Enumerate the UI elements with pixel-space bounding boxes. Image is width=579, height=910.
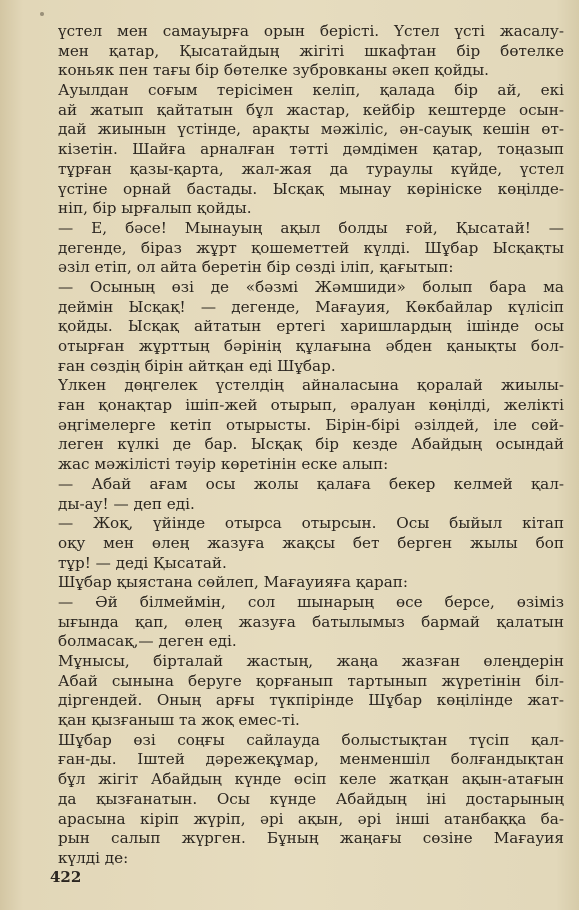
text-line: — Абай ағам осы жолы қалаға бекер келмей қал- bbox=[58, 474, 564, 493]
text-line: ған қонақтар ішіп-жей отырып, әралуан көңілді, желікті bbox=[58, 396, 564, 415]
text-line: рын салып жүрген. Бұның жаңағы сөзіне Мағауия bbox=[58, 829, 564, 848]
text-line: — Осының өзі де «бәзмі Жәмшиди» болып бара ма bbox=[58, 277, 564, 296]
text-line: тұрған қазы-қарта, жал-жая да тураулы күйде, үстел bbox=[58, 159, 564, 178]
text-line: дай жиынын үстінде, арақты мәжіліс, ән-сауық кешін өт- bbox=[58, 120, 564, 139]
text-line: деймін Ысқақ! — дегенде, Мағауия, Көкбайлар күлісіп bbox=[58, 297, 564, 316]
text-line: оқу мен өлең жазуға жақсы бет берген жылы боп bbox=[58, 533, 564, 552]
text-line: үстіне орнай бастады. Ысқақ мынау көрініске көңілде- bbox=[58, 179, 564, 198]
text-line: ай жатып қайтатын бұл жастар, кейбір кештерде осын- bbox=[58, 100, 564, 119]
text-line: — Жоқ, үйінде отырса отырсын. Осы быйыл кітап bbox=[58, 514, 564, 533]
ink-speck bbox=[40, 12, 44, 16]
text-line: қойды. Ысқақ айтатын ертегі харишлардың ішінде осы bbox=[58, 317, 564, 336]
text-line: Шұбар өзі соңғы сайлауда болыстықтан түсіп қал- bbox=[58, 730, 564, 749]
text-line: леген күлкі де бар. Ысқақ бір кезде Абайдың осындай bbox=[58, 435, 564, 454]
text-line: Ауылдан соғым терісімен келіп, қалада бір ай, екі bbox=[58, 81, 564, 100]
text-line: болмасақ,— деген еді. bbox=[58, 632, 237, 651]
text-line: үстел мен самауырға орын берісті. Үстел үсті жасалу- bbox=[58, 22, 564, 40]
text-line: отырған жұрттың бәрінің құлағына әбден қанықты бол- bbox=[58, 337, 564, 355]
text-line: Шұбар қыястана сөйлеп, Мағауияға қарап: bbox=[58, 573, 409, 592]
page-number: 422 bbox=[50, 868, 82, 886]
text-line: күлді де: bbox=[58, 848, 129, 867]
text-line: Абай сынына беруге қорғанып тартынып жүретінін біл- bbox=[58, 671, 564, 690]
text-line: діргендей. Оның арғы түкпірінде Шұбар көңілінде жат- bbox=[58, 691, 564, 710]
text-line: ніп, бір ырғалып қойды. bbox=[58, 199, 252, 218]
text-line: әңгімелерге кетіп отырысты. Бірін-бірі әзілдей, іле сөй- bbox=[58, 415, 564, 434]
text-line: — Е, бәсе! Мынауың ақыл болды ғой, Қысатай! — bbox=[58, 218, 564, 237]
text-line: мен қатар, Қысатайдың жігіті шкафтан бір бөтелке bbox=[58, 41, 564, 60]
text-line: әзіл етіп, ол айта беретін бір сөзді іліп, қағытып: bbox=[58, 258, 454, 277]
text-line: тұр! — деді Қысатай. bbox=[58, 553, 227, 572]
text-line: — Әй білмеймін, сол шынарың өсе берсе, өзіміз bbox=[58, 592, 564, 611]
text-line: ды-ау! — деп еді. bbox=[58, 494, 195, 513]
text-line: коньяк пен тағы бір бөтелке зубровканы әкеп қойды. bbox=[58, 61, 490, 80]
body-text bbox=[58, 22, 564, 869]
text-line: ған-ды. Іштей дәрежеқұмар, менменшіл болғандықтан bbox=[58, 750, 564, 769]
text-line: Үлкен дөңгелек үстелдің айналасына қоралай жиылы- bbox=[58, 376, 564, 395]
text-line: бұл жігіт Абайдың күнде өсіп келе жатқан ақын-атағын bbox=[58, 770, 564, 789]
text-line: қан қызғаныш та жоқ емес-ті. bbox=[58, 711, 300, 730]
text-line: ығында қап, өлең жазуға батылымыз бармай қалатын bbox=[58, 612, 564, 631]
text-line: жас мәжілісті тәуір көретінін еске алып: bbox=[58, 455, 389, 474]
text-line: арасына кіріп жүріп, әрі ақын, әрі інші атанбаққа ба- bbox=[58, 809, 564, 828]
text-line: ған сөздің бірін айтқан еді Шұбар. bbox=[58, 356, 336, 375]
text-line: дегенде, біраз жұрт қошеметтей күлді. Шұбар Ысқақты bbox=[58, 238, 564, 257]
text-line: Мұнысы, бірталай жастың, жаңа жазған өлеңдерін bbox=[58, 652, 564, 670]
text-line: да қызғанатын. Осы күнде Абайдың іні достарының bbox=[58, 789, 564, 808]
text-line: кізетін. Шайға арналған тәтті дәмдімен қатар, тоңазып bbox=[58, 140, 564, 159]
